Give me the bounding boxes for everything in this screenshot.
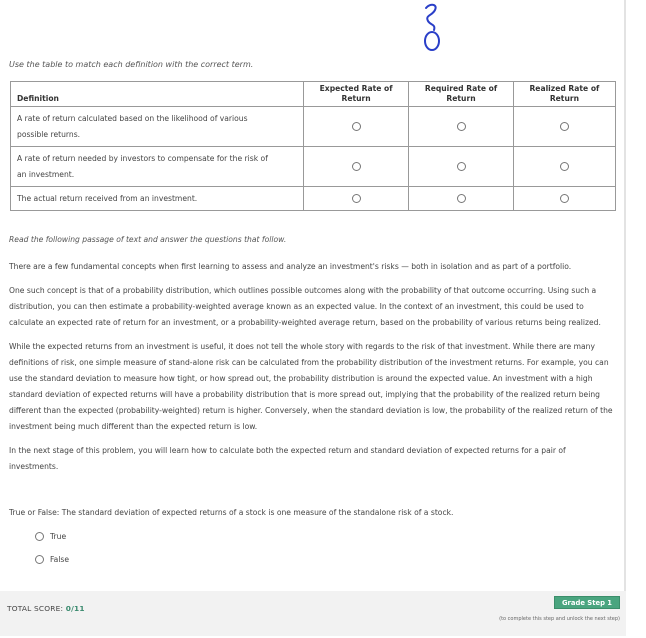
radio-row3-realized[interactable] — [560, 194, 569, 203]
definition-cell — [11, 147, 304, 187]
radio-true[interactable] — [35, 532, 44, 541]
grade-step-note: (to complete this step and unlock the next step) — [499, 616, 620, 622]
passage-paragraph: One such concept is that of a probability distribution, which outlines possible outcomes along with the probability of that outcome occurring. Using such a distribution, you can then estimate a probability-weighted average known as an expected value. In the context of an investment, this could be used to calculate an expected rate of return for an investment, or a probability-weighted average return, based on the probability of various returns being realized. — [9, 286, 601, 327]
radio-row3-required[interactable] — [457, 194, 466, 203]
score-label: TOTAL SCORE: — [7, 604, 64, 613]
passage-paragraph: There are a few fundamental concepts when first learning to assess and analyze an investment's risks — both in isolation and as part of a portfolio. — [9, 262, 572, 271]
passage-paragraph: While the expected returns from an investment is useful, it does not tell the whole story with regards to the risk of that investment. While there are many definitions of risk, one simple measure of stand-alone risk can be calculated from the probability distribution of the investment returns. For example, you can use the standard deviation to measure how tight, or how spread out, the probability distribution is around the expected value. An investment with a high standard deviation of expected returns will have a probability distribution that is more spread out, implying that the probability of the realized return being different than the expected (probability-weighted) return is higher. Conversely, when the standard deviation is low, the probability of the realized return of the investment being much different than the expected return is low. — [9, 342, 613, 431]
matching-table — [10, 81, 616, 211]
true-false-question: True or False: The standard deviation of expected returns of a stock is one measure of the standalone risk of a stock. — [9, 508, 454, 517]
definition-line: an investment. — [17, 169, 75, 179]
radio-row2-required[interactable] — [457, 162, 466, 171]
radio-row3-expected[interactable] — [352, 194, 361, 203]
handwritten-scribble — [420, 2, 444, 52]
table-row — [11, 187, 616, 211]
score-value: 0/11 — [65, 604, 85, 613]
passage-paragraph: In the next stage of this problem, you will learn how to calculate both the expected return and standard deviation of expected returns for a pair of investments. — [9, 446, 566, 471]
definition-line: possible returns. — [17, 129, 81, 139]
footer-bar — [0, 591, 626, 636]
grade-step-button[interactable]: Grade Step 1 — [554, 596, 620, 609]
table-row — [11, 107, 616, 147]
radio-row2-expected[interactable] — [352, 162, 361, 171]
header-definition: Definition — [11, 82, 304, 107]
radio-row1-expected[interactable] — [352, 122, 361, 131]
radio-row1-realized[interactable] — [560, 122, 569, 131]
table-row — [11, 147, 616, 187]
option-false-label: False — [50, 555, 70, 564]
header-expected-rate: Expected Rate of Return — [304, 82, 409, 107]
passage-lead: Read the following passage of text and answer the questions that follow. — [9, 235, 287, 244]
definition-cell — [11, 187, 304, 211]
definition-line: A rate of return calculated based on the likelihood of various — [17, 113, 248, 123]
option-false[interactable] — [35, 555, 69, 564]
definition-line: A rate of return needed by investors to compensate for the risk of — [17, 153, 268, 163]
total-score — [7, 604, 85, 613]
option-true[interactable] — [35, 532, 66, 541]
definition-line: The actual return received from an investment. — [17, 193, 198, 203]
radio-false[interactable] — [35, 555, 44, 564]
reading-passage — [9, 232, 615, 483]
option-true-label: True — [50, 532, 67, 541]
header-realized-rate: Realized Rate of Return — [513, 82, 615, 107]
radio-row2-realized[interactable] — [560, 162, 569, 171]
radio-row1-required[interactable] — [457, 122, 466, 131]
definition-cell — [11, 107, 304, 147]
table-instruction: Use the table to match each definition with the correct term. — [9, 60, 254, 69]
header-required-rate: Required Rate of Return — [409, 82, 514, 107]
